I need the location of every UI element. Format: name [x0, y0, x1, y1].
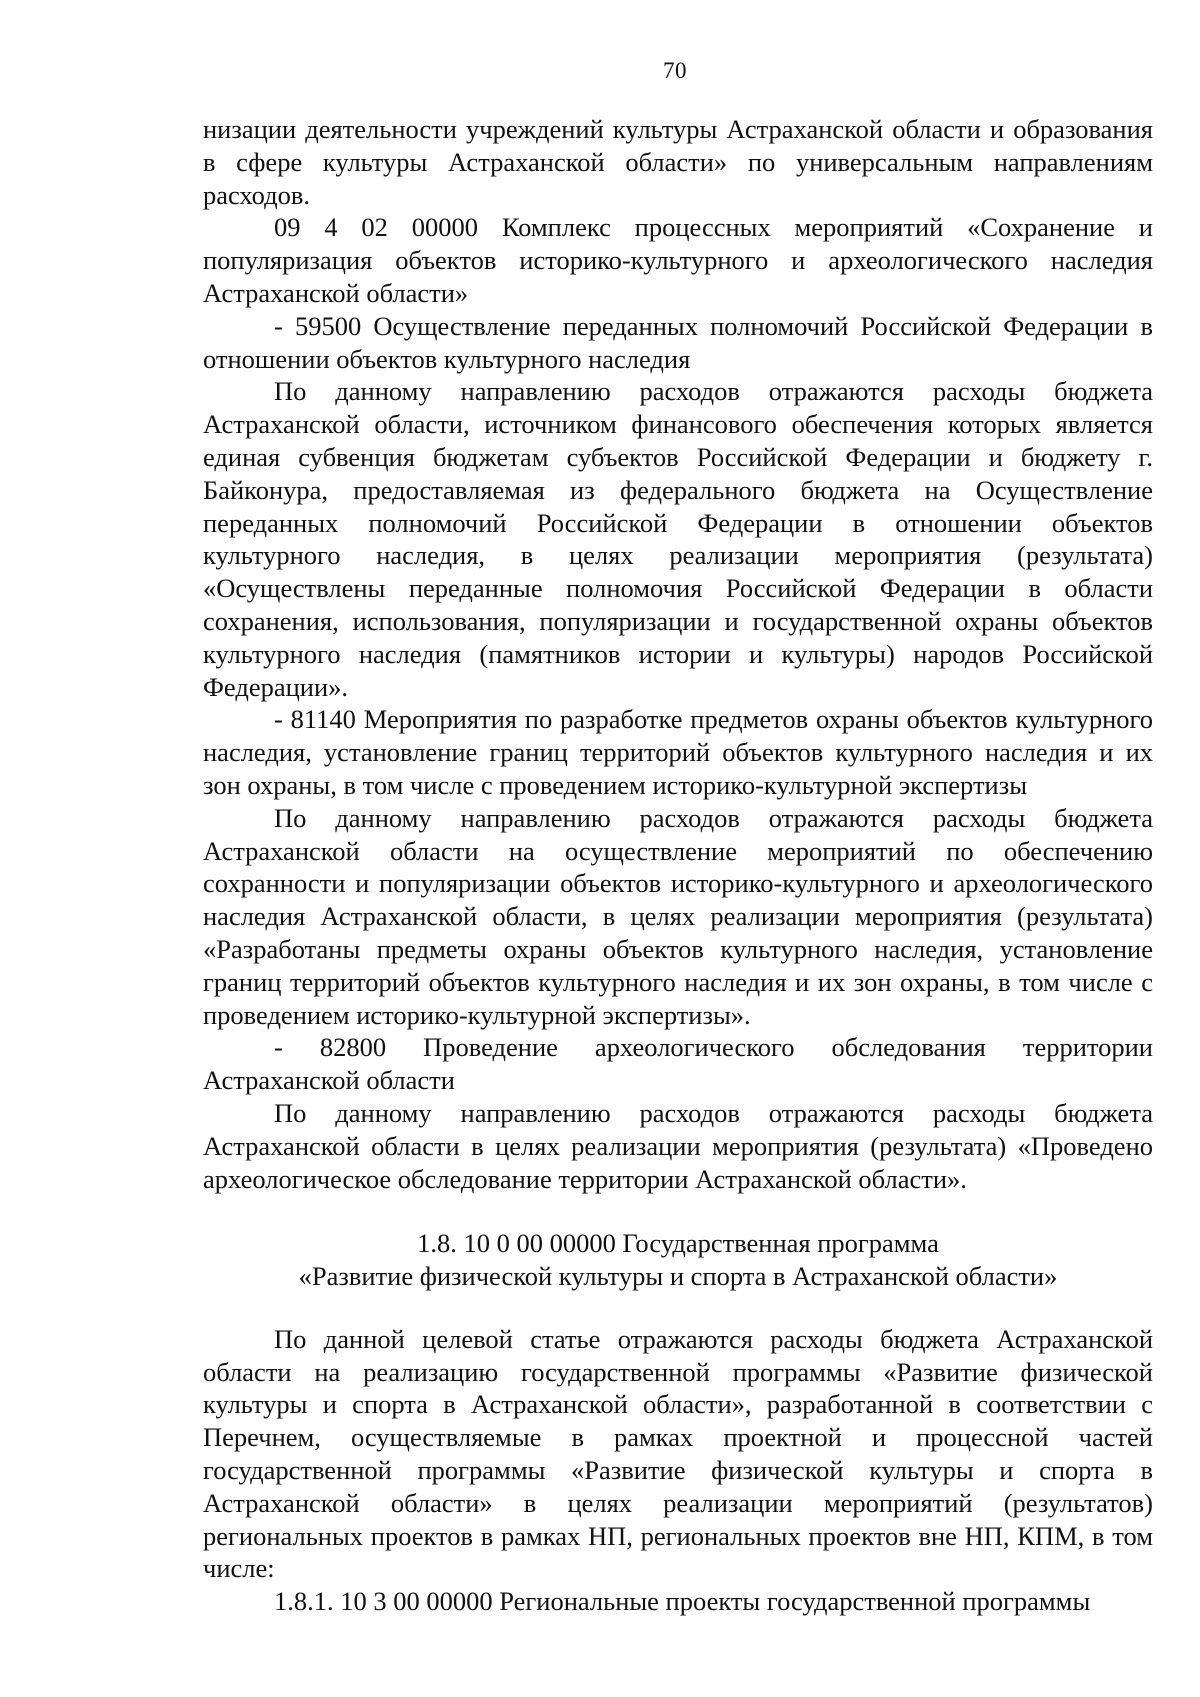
paragraph-complex-heading: 09 4 02 00000 Комплекс процессных мероприятий «Сохранение и популяризация объектов историко-культурного и археологического наследия Астраханской области»: [203, 212, 1153, 308]
document-body: [203, 113, 1153, 1618]
paragraph-description-81140: По данному направлению расходов отражаются расходы бюджета Астраханской области на осуществление мероприятий по обеспечению сохранности и популяризации объектов историко-культурного и археологического наследия Астраханской области, в целях реализации мероприятия (результата) «Разработаны предметы охраны объектов культурного наследия, установление границ территорий объектов культурного наследия и их зон охраны, в том числе с проведением историко-культурной экспертизы».: [203, 802, 1153, 1030]
section-heading-line1: 1.8. 10 0 00 00000 Государственная программа: [417, 1228, 939, 1259]
section-heading: [203, 1227, 1153, 1293]
paragraph-item-82800: - 82800 Проведение археологического обследования территории Астраханской области: [203, 1032, 1153, 1096]
paragraph-subsection-heading: 1.8.1. 10 3 00 00000 Региональные проекты государственной программы: [274, 1586, 1091, 1617]
paragraph-program-description: По данной целевой статье отражаются расходы бюджета Астраханской области на реализацию государственной программы «Развитие физической культуры и спорта в Астраханской области», разработанной в соответствии с Перечнем, осуществляемые в рамках проектной и процессной частей государственной программы «Развитие физической культуры и спорта в Астраханской области» в целях реализации мероприятий (результатов) региональных проектов в рамках НП, региональных проектов вне НП, КПМ, в том числе:: [203, 1323, 1153, 1584]
section-heading-line2: «Развитие физической культуры и спорта в Астраханской области»: [298, 1261, 1058, 1292]
paragraph-description-82800: По данному направлению расходов отражаются расходы бюджета Астраханской области в целях реализации мероприятия (результата) «Проведено археологическое обследование территории Астраханской области».: [203, 1097, 1153, 1194]
page-number: 70: [663, 58, 687, 83]
paragraph-item-59500: - 59500 Осуществление переданных полномочий Российской Федерации в отношении объектов культурного наследия: [203, 310, 1153, 374]
paragraph-continuation: низации деятельности учреждений культуры Астраханской области и образования в сфере культуры Астраханской области» по универсальным направлениям расходов.: [203, 114, 1153, 210]
paragraph-description-59500: По данному направлению расходов отражаются расходы бюджета Астраханской области, источником финансового обеспечения которых является единая субвенция бюджетам субъектов Российской Федерации и бюджету г. Байконура, предоставляемая из федерального бюджета на Осуществление переданных полномочий Российской Федерации в отношении объектов культурного наследия, в целях реализации мероприятия (результата) «Осуществлены переданные полномочия Российской Федерации в области сохранения, использования, популяризации и государственной охраны объектов культурного наследия (памятников истории и культуры) народов Российской Федерации».: [203, 376, 1153, 702]
paragraph-item-81140: - 81140 Мероприятия по разработке предметов охраны объектов культурного наследия, установление границ территорий объектов культурного наследия и их зон охраны, в том числе с проведением историко-культурной экспертизы: [203, 704, 1153, 800]
